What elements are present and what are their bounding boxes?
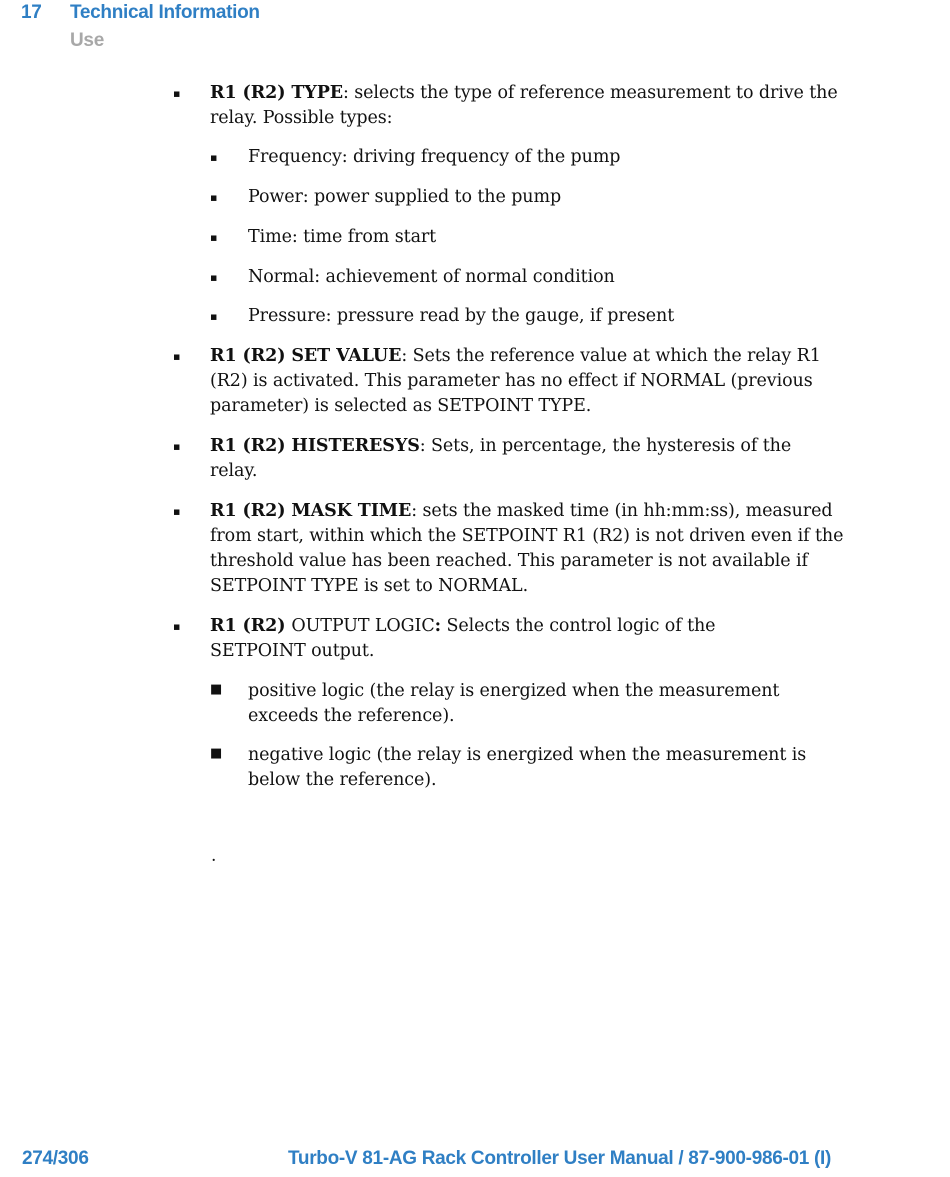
list-item-histeresys xyxy=(210,434,835,484)
item-text: : sets the masked time (in hh:mm:ss), measured from start, within which the SETPOINT R1 (R2) is not driven even if the threshold value has been reached. This parameter is not available if SETPOINT TYPE is set to NORMAL. xyxy=(210,501,844,596)
sub-list-item: Power: power supplied to the pump xyxy=(248,187,562,207)
sub-list-item: Normal: achievement of normal condition xyxy=(248,267,615,287)
sub-list-item: Frequency: driving frequency of the pump xyxy=(248,147,621,167)
bullet-icon: ▪ xyxy=(173,620,181,633)
manual-title: Turbo-V 81-AG Rack Controller User Manual / 87-900-986-01 (I) xyxy=(288,1148,832,1169)
square-bullet-icon: ■ xyxy=(210,682,223,697)
item-text: : Sets the reference value at which the relay R1 (R2) is activated. This parameter has no effect if NORMAL (previous parameter) is selected as SETPOINT TYPE. xyxy=(210,346,821,416)
list-item-set-value xyxy=(210,344,830,419)
list-item-type xyxy=(210,81,850,131)
item-text: : Sets, in percentage, the hysteresis of the relay. xyxy=(210,436,792,481)
sub-list-item: Time: time from start xyxy=(248,227,437,247)
bullet-icon: ▪ xyxy=(210,310,218,323)
item-term: R1 (R2) xyxy=(210,616,292,636)
bullet-icon: ▪ xyxy=(210,191,218,204)
item-term: R1 (R2) SET VALUE xyxy=(210,346,402,366)
square-bullet-icon: ■ xyxy=(210,746,223,761)
item-term: R1 (R2) MASK TIME xyxy=(210,501,412,521)
bullet-icon: ▪ xyxy=(173,505,181,518)
bullet-icon: ▪ xyxy=(210,231,218,244)
section-title: Use xyxy=(70,30,104,51)
item-colon: : xyxy=(434,616,442,636)
bullet-icon: ▪ xyxy=(173,440,181,453)
chapter-number: 17 xyxy=(21,2,42,23)
sub-list-item: negative logic (the relay is energized when the measurement is below the reference). xyxy=(248,745,807,790)
item-text: Selects the control logic of the SETPOINT output. xyxy=(210,616,716,661)
list-item-mask-time xyxy=(210,499,850,599)
item-term: R1 (R2) HISTERESYS xyxy=(210,436,420,456)
bullet-icon: ▪ xyxy=(210,151,218,164)
bullet-icon: ▪ xyxy=(210,271,218,284)
sub-list-item: positive logic (the relay is energized when the measurement exceeds the reference). xyxy=(248,681,780,726)
item-text: : selects the type of reference measurement to drive the relay. Possible types: xyxy=(210,83,838,128)
chapter-title: Technical Information xyxy=(70,2,260,23)
stray-mark: . xyxy=(211,846,217,866)
page-number: 274/306 xyxy=(22,1148,89,1169)
bullet-icon: ▪ xyxy=(173,87,181,100)
sub-list-item: Pressure: pressure read by the gauge, if present xyxy=(248,306,675,326)
bullet-icon: ▪ xyxy=(173,350,181,363)
item-term-plain: OUTPUT LOGIC xyxy=(291,616,435,636)
item-term: R1 (R2) TYPE xyxy=(210,83,343,103)
list-item-output-logic xyxy=(210,614,770,664)
